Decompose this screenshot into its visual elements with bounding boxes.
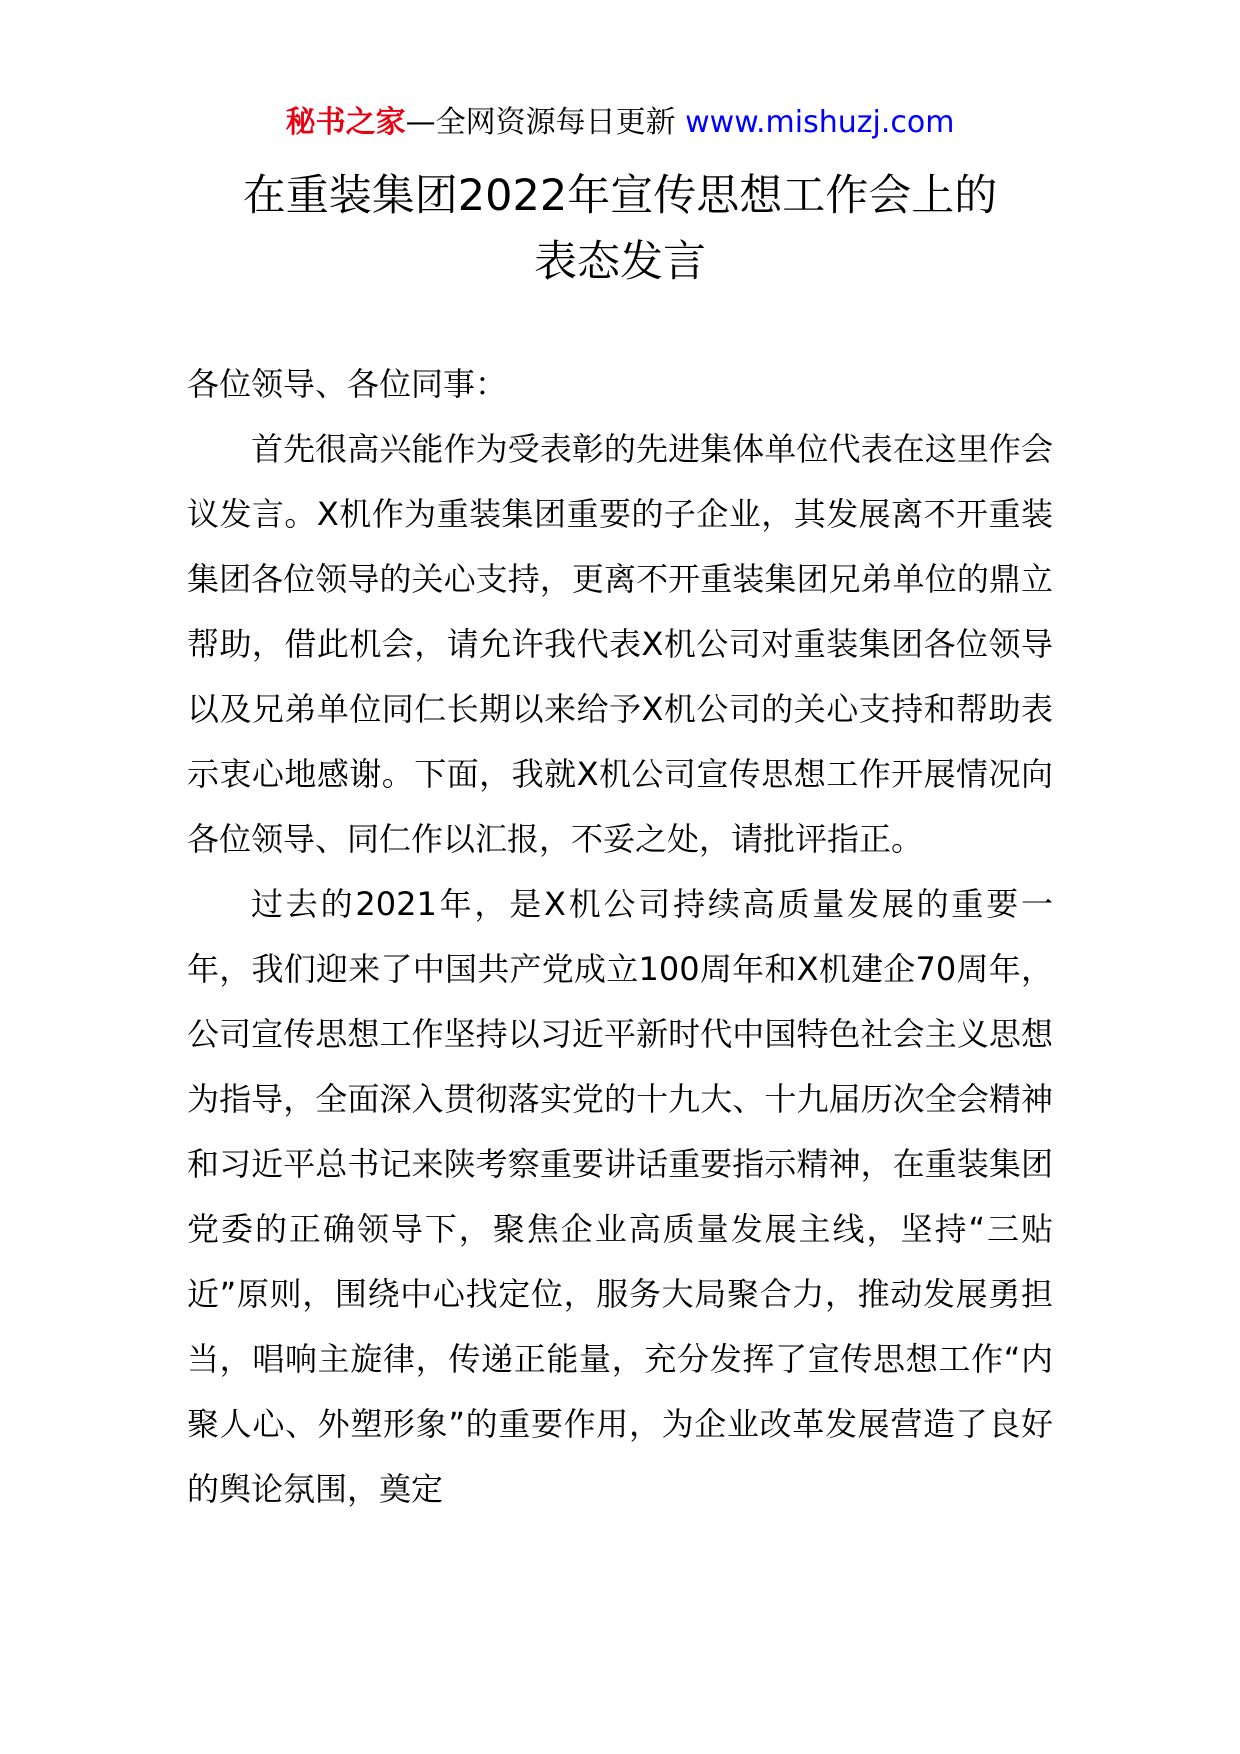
site-url-link[interactable]: www.mishuzj.com	[685, 105, 955, 140]
title-line-1: 在重装集团2022年宣传思想工作会上的	[242, 171, 998, 221]
paragraph-2: 过去的2021年，是X机公司持续高质量发展的重要一年，我们迎来了中国共产党成立100周年和X机建企70周年，公司宣传思想工作坚持以习近平新时代中国特色社会主义思想为指导，全面深入贯彻落实党的十九大、十九届历次全会精神和习近平总书记来陕考察重要讲话重要指示精神，在重装集团党委的正确领导下，聚焦企业高质量发展主线，坚持“三贴近”原则，围绕中心找定位，服务大局聚合力，推动发展勇担当，唱响主旋律，传递正能量，充分发挥了宣传思想工作“内聚人心、外塑形象”的重要作用，为企业改革发展营造了良好的舆论氛围，奠定	[187, 885, 1053, 1508]
paragraph-1: 首先很高兴能作为受表彰的先进集体单位代表在这里作会议发言。X机作为重装集团重要的子企业，其发展离不开重装集团各位领导的关心支持，更离不开重装集团兄弟单位的鼎立帮助，借此机会，请允许我代表X机公司对重装集团各位领导以及兄弟单位同仁长期以来给予X机公司的关心支持和帮助表示衷心地感谢。下面，我就X机公司宣传思想工作开展情况向各位领导、同仁作以汇报，不妥之处，请批评指正。	[187, 430, 1053, 858]
site-tagline: —全网资源每日更新	[405, 105, 676, 140]
document-body	[187, 352, 1053, 1522]
title-line-2: 表态发言	[534, 237, 706, 287]
salutation: 各位领导、各位同事：	[187, 365, 508, 403]
site-name: 秘书之家	[285, 105, 406, 140]
document-title	[0, 163, 1240, 295]
site-header	[0, 100, 1240, 146]
